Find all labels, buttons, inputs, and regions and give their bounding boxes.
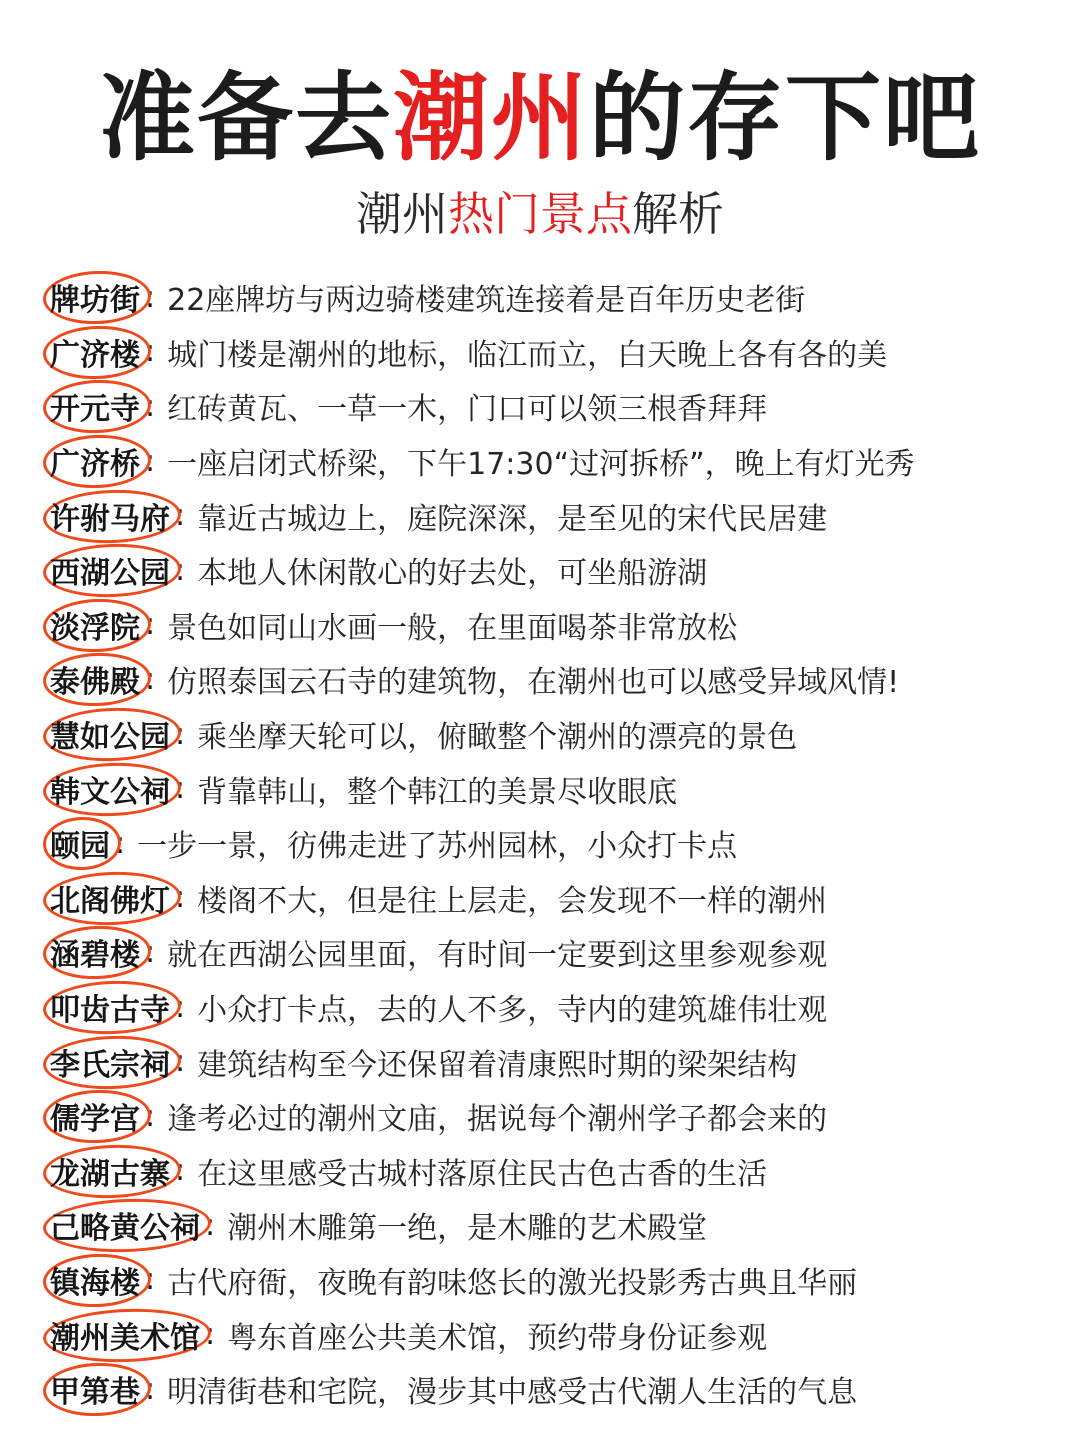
attraction-name: 慧如公园 [50, 720, 170, 756]
attraction-name: 叩齿古寺 [50, 993, 170, 1029]
attraction-name: 广济楼 [50, 337, 140, 373]
attraction-desc: 古代府衙，夜晚有韵味悠长的激光投影秀古典且华丽 [167, 1265, 858, 1301]
separator: : [205, 1207, 216, 1243]
attraction-desc: 背靠韩山，整个韩江的美景尽收眼底 [197, 774, 678, 810]
attraction-desc: 本地人休闲散心的好去处，可坐船游湖 [197, 556, 708, 592]
list-item [48, 1307, 1068, 1362]
title-part-1: 准备去 [99, 62, 393, 174]
separator: : [175, 1044, 186, 1080]
list-item [48, 1362, 1068, 1417]
attraction-name: 韩文公祠 [50, 774, 170, 810]
attraction-name-badge [48, 876, 172, 920]
attraction-desc: 明清街巷和宅院，漫步其中感受古代潮人生活的气息 [167, 1375, 858, 1411]
attraction-desc: 潮州木雕第一绝，是木雕的艺术殿堂 [227, 1211, 708, 1247]
attraction-name: 西湖公园 [50, 556, 170, 592]
attraction-name-badge [48, 821, 112, 865]
attraction-desc: 建筑结构至今还保留着清康熙时期的梁架结构 [197, 1047, 798, 1083]
list-item [48, 488, 1068, 543]
attraction-list [48, 270, 1068, 1416]
attraction-desc: 就在西湖公园里面，有时间一定要到这里参观参观 [167, 938, 828, 974]
attraction-name: 北阁佛灯 [50, 883, 170, 919]
attraction-desc: 逢考必过的潮州文庙，据说每个潮州学子都会来的 [167, 1102, 828, 1138]
list-item [48, 543, 1068, 598]
separator: : [115, 825, 126, 861]
list-item [48, 707, 1068, 762]
attraction-name-badge [48, 494, 172, 538]
list-item [48, 816, 1068, 871]
attraction-desc: 在这里感受古城村落原住民古色古香的生活 [197, 1156, 768, 1192]
attraction-desc: 一座启闭式桥梁，下午17:30“过河拆桥”，晚上有灯光秀 [167, 447, 915, 483]
list-item [48, 1089, 1068, 1144]
attraction-desc: 小众打卡点，去的人不多，寺内的建筑雄伟壮观 [197, 993, 828, 1029]
attraction-name: 泰佛殿 [50, 665, 140, 701]
attraction-name: 儒学宫 [50, 1102, 140, 1138]
subtitle-part-1: 潮州 [356, 187, 448, 241]
separator: : [175, 771, 186, 807]
attraction-name: 己略黄公祠 [50, 1211, 200, 1247]
separator: : [145, 1262, 156, 1298]
list-item [48, 925, 1068, 980]
separator: : [145, 388, 156, 424]
attraction-name-badge [48, 439, 142, 483]
attraction-desc: 仿照泰国云石寺的建筑物，在潮州也可以感受异域风情! [167, 665, 900, 701]
separator: : [175, 989, 186, 1025]
separator: : [145, 1098, 156, 1134]
separator: : [145, 607, 156, 643]
attraction-name-badge [48, 767, 172, 811]
attraction-desc: 红砖黄瓦、一草一木，门口可以领三根香拜拜 [167, 392, 768, 428]
list-item [48, 1253, 1068, 1308]
attraction-name: 牌坊街 [50, 283, 140, 319]
separator: : [145, 934, 156, 970]
attraction-name: 甲第巷 [50, 1375, 140, 1411]
separator: : [145, 661, 156, 697]
attraction-desc: 22座牌坊与两边骑楼建筑连接着是百年历史老街 [167, 283, 806, 319]
list-item [48, 270, 1068, 325]
separator: : [175, 1153, 186, 1189]
attraction-name-badge [48, 330, 142, 374]
list-item [48, 379, 1068, 434]
attraction-desc: 靠近古城边上，庭院深深，是至见的宋代民居建 [197, 501, 828, 537]
attraction-name: 许驸马府 [50, 501, 170, 537]
attraction-name-badge [48, 930, 142, 974]
title-part-3: 的存下吧 [589, 62, 981, 174]
attraction-name-badge [48, 1149, 172, 1193]
list-item [48, 434, 1068, 489]
attraction-name: 涵碧楼 [50, 938, 140, 974]
attraction-name-badge [48, 1203, 202, 1247]
attraction-name: 龙湖古寨 [50, 1156, 170, 1192]
attraction-name: 李氏宗祠 [50, 1047, 170, 1083]
attraction-name-badge [48, 275, 142, 319]
attraction-desc: 城门楼是潮州的地标，临江而立，白天晚上各有各的美 [167, 337, 888, 373]
attraction-name-badge [48, 657, 142, 701]
attraction-desc: 一步一景，彷佛走进了苏州园林，小众打卡点 [137, 829, 738, 865]
list-item [48, 325, 1068, 380]
attraction-name-badge [48, 1258, 142, 1302]
attraction-name-badge [48, 603, 142, 647]
separator: : [175, 880, 186, 916]
list-item [48, 871, 1068, 926]
attraction-name-badge [48, 1367, 142, 1411]
attraction-name: 开元寺 [50, 392, 140, 428]
list-item [48, 1144, 1068, 1199]
list-item [48, 980, 1068, 1035]
attraction-name: 颐园 [50, 829, 110, 865]
list-item [48, 652, 1068, 707]
list-item [48, 598, 1068, 653]
list-item [48, 1198, 1068, 1253]
attraction-desc: 楼阁不大，但是往上层走，会发现不一样的潮州 [197, 883, 828, 919]
attraction-name: 潮州美术馆 [50, 1320, 200, 1356]
attraction-name-badge [48, 548, 172, 592]
separator: : [175, 552, 186, 588]
attraction-name-badge [48, 384, 142, 428]
attraction-name-badge [48, 985, 172, 1029]
subtitle-part-3: 解析 [632, 187, 724, 241]
page-subtitle [0, 184, 1080, 244]
title-highlight: 潮州 [393, 62, 589, 174]
separator: : [175, 498, 186, 534]
attraction-desc: 粤东首座公共美术馆，预约带身份证参观 [227, 1320, 768, 1356]
separator: : [145, 279, 156, 315]
attraction-desc: 景色如同山水画一般，在里面喝茶非常放松 [167, 610, 738, 646]
separator: : [145, 1371, 156, 1407]
attraction-name-badge [48, 712, 172, 756]
attraction-desc: 乘坐摩天轮可以，俯瞰整个潮州的漂亮的景色 [197, 720, 798, 756]
attraction-name: 淡浮院 [50, 610, 140, 646]
separator: : [205, 1317, 216, 1353]
list-item [48, 1034, 1068, 1089]
separator: : [145, 443, 156, 479]
attraction-name: 广济桥 [50, 447, 140, 483]
attraction-name: 镇海楼 [50, 1265, 140, 1301]
list-item [48, 761, 1068, 816]
separator: : [175, 716, 186, 752]
attraction-name-badge [48, 1094, 142, 1138]
attraction-name-badge [48, 1040, 172, 1084]
subtitle-highlight: 热门景点 [448, 187, 632, 241]
attraction-name-badge [48, 1313, 202, 1357]
separator: : [145, 334, 156, 370]
page-title [0, 62, 1080, 174]
